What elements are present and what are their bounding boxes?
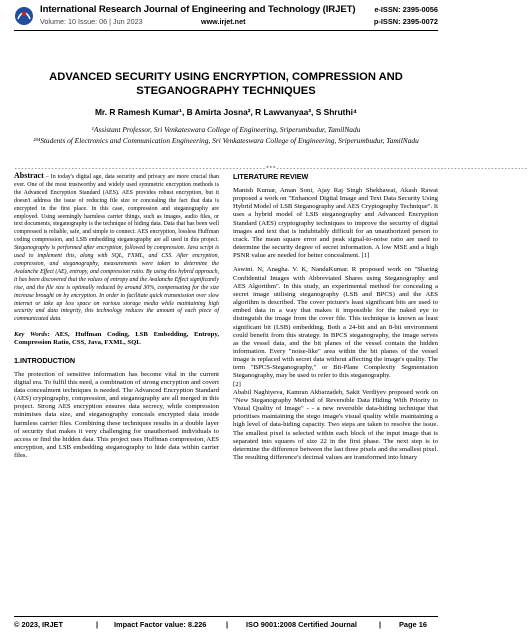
footer-sep-1: | (96, 620, 99, 629)
intro-heading: 1.INTRODUCTION (14, 355, 76, 365)
literature-paragraph-2: Aswini. N, Anagha. V. K, NandaKumar. R proposed work on "Sharing Confidential Images with Abbreviated Shares using Steganography and AES Algorithm". In this study, an experimental method for concealing a secret image utilising steganography (LSB and BPCS) and the AES algorithm is described. The cover picture's least significant bits are used to embed data in a way that makes it impossible for the naked eye to distinguish the image from the cover file. This technique is known as least significant bit (LSB) embedding. Both a 24-bit and an 8-bit environment could benefit from this strategy. In BPCS steganography, the image serves as the vessel data, and the bit planes of the vessel contain the hidden information. Every "noise-like" area within the bit planes of the vessel image is replaced with secret data without affecting the image's quality. The term "BPCS-Steganography," or Bit-Plane Complexity Segmentation Steganography, may be used to refer to this steganography. (233, 266, 438, 380)
header-rule (14, 30, 438, 31)
literature-reference-2: [2] (233, 380, 241, 388)
journal-header (0, 0, 452, 28)
abstract-label: Abstract (14, 171, 44, 180)
literature-heading: LITERATURE REVIEW (233, 172, 309, 181)
keywords-label: Key Words (14, 331, 48, 339)
literature-paragraph-1: Manish Kumar, Aman Soni, Ajay Raj Singh Shekhawat, Akash Rawat proposed a work on "Enhanced Digital Image and Text Data Security Using Hybrid Model of LSB Steganography and AES Cryptography Technique". It uses a hybrid model of LSB steganography and Advanced Encryption Standard (AES) cryptography techniques to improve the security of digital images and text that is indubitably difficult for an unauthorized person to crack. The mean square error and peak signal-to-noise ratio are used to determine the security degree of secret information. A low MSE and a high PSNR value are needed for better concealment. [1] (233, 187, 438, 260)
footer-rule (14, 616, 438, 617)
keywords (14, 331, 219, 347)
intro-paragraph: The protection of sensitive information has become vital in the current digital era. To fulfil this need, a combination of strong encryption and covert data concealment techniques is needed. The Advanced Encryption Standard (AES) cryptography, compression, and steganography are all merged in this project. Strong AES encryption ensures data secrecy, while compression minimises data size, and steganography conceals encrypted data inside harmless carrier files. Combining these techniques results in a double layer of security that makes it very challenging for unauthorised individuals to access or find the hidden data. This project uses Huffman compression, AES encryption, and LSB embedding steganography to hide data within carrier files. (14, 370, 219, 460)
p-issn: p-ISSN: 2395-0072 (373, 17, 438, 26)
footer-iso: ISO 9001:2008 Certified Journal (246, 620, 357, 629)
e-issn: e-ISSN: 2395-0056 (374, 5, 438, 14)
affiliation-2: ²³⁴Students of Electronics and Communication Engineering, Sri Venkateswara College of Engineering, Sriperumbudur, TamilNadu (33, 136, 419, 145)
footer-page-number: Page 16 (399, 620, 427, 629)
right-column (233, 172, 438, 462)
journal-url[interactable]: www.irjet.net (201, 17, 246, 26)
abstract-text: In today's digital age, data security and privacy are more crucial than ever. One of the most trustworthy and widely used symmetric encryption methods is the Advanced Encryption Standard (AES). AES provides robust encryption, but it doesn't address the issue of reducing file size or concealing the fact that data is encrypted in the first place. In this case, compression and steganography are employed. Using seemingly harmless carrier things, such as images, audio files, or text documents, steganography is the technique of hiding data. Data that has been well compressed is reliable, safe, and simple to connect. AES encryption, lossless Huffman coding compression, and LSB embedding steganography are all used in this project. (14, 174, 219, 244)
section-separator: ---------------------------------------------------------------------------***--------------------------------------------------------------------------- (14, 165, 528, 172)
abstract-dash: – (43, 174, 51, 180)
author-list: Mr. R Ramesh Kumar¹, B Amirta Josna², R Lawvanyaa³, S Shruthi⁴ (94, 107, 358, 117)
abstract-text-italic: Steganography is performed after encryption, followed by compression. Java script is used to implement this, along with SQL, FXML, and CSS. After encryption, compression, and steganography, measurements were taken to determine the Avalanche Effect (AE), entropy, and compression ratio. By using this hybrid approach, it has been discovered that the values of entropy and the Avalanche Effect significantly rise, and the file size is optimally reduced by around 30%, compensating for the size increase brought on by encryption. In order to facilitate quick transmission over slow internet or take up less space on various storage media while maintaining high security and data integrity, this technology reduces the amount of each piece of communicated data. (14, 245, 219, 323)
literature-paragraph-3: Ababil Naghiyeva, Kamran Akbarzadeh, Sakit Verdiyev proposed work on "New Steganography Method of Reversible Data Hiding With Priority to Visual Quality of Image" - - a new reversible data-hiding technique that prioritises maintaining the stego image's visual quality while maintaining a high level of data-hiding capacity. Two steps are taken to resolve the issue. The smallest pixel is selected within each block of the input image that is separated into squares of size 22 in the first phase. The next step is to determine the difference between the last three pixels and the smallest pixel. The resulting difference's decimal values are transformed into binary (233, 388, 438, 461)
abstract (14, 172, 219, 324)
irjet-logo-icon (14, 6, 34, 26)
volume-issue: Volume: 10 Issue: 06 | Jun 2023 (40, 17, 143, 26)
journal-title: International Research Journal of Engineering and Technology (IRJET) (40, 4, 356, 15)
footer-impact-factor: Impact Factor value: 8.226 (114, 620, 207, 629)
paper-title: ADVANCED SECURITY USING ENCRYPTION, COMPRESSION AND STEGANOGRAPHY TECHNIQUES (49, 71, 403, 97)
footer-sep-2: | (226, 620, 229, 629)
keywords-text: : AES, Huffman Coding, LSB Embedding, Entropy, Compression Ratio, CSS, Java, FXML, SQL (14, 331, 220, 347)
footer-copyright: © 2023, IRJET (14, 620, 63, 629)
left-column (14, 172, 219, 460)
footer-sep-3: | (379, 620, 382, 629)
affiliation-1: ¹Assistant Professor, Sri Venkateswara College of Engineering, Sriperumbudur, TamilNadu (91, 125, 361, 134)
